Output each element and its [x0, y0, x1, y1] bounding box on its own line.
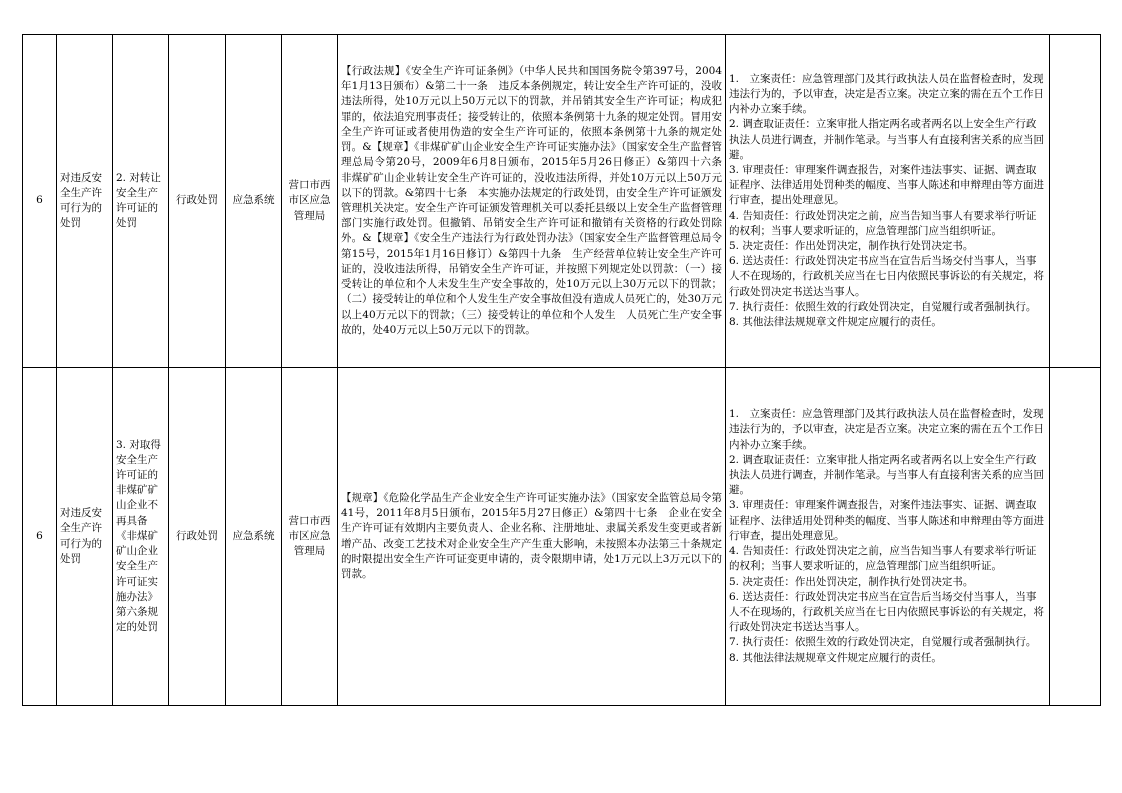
row-index: 6 — [23, 35, 57, 368]
responsibility-item: 2. 调查取证责任：立案审批人指定两名或者两名以上安全生产行政执法人员进行调查，并制作笔录。与当事人有直接利害关系的应当回避。 — [729, 453, 1044, 497]
responsibility-item: 2. 调查取证责任：立案审批人指定两名或者两名以上安全生产行政执法人员进行调查，并制作笔录。与当事人有直接利害关系的应当回避。 — [729, 118, 1044, 161]
responsibility-item: 1. 立案责任：应急管理部门及其行政执法人员在监督检查时，发现违法行为的，予以审查，决定是否立案。决定立案的需在五个工作日内补办立案手续。 — [729, 72, 1044, 116]
responsibility-item: 7. 执行责任：依照生效的行政处罚决定，自觉履行或者强制执行。 — [729, 636, 1037, 649]
power-list-table — [22, 34, 1101, 706]
department-name: 营口市西市区应急管理局 — [282, 368, 338, 706]
department-name: 营口市西市区应急管理局 — [282, 35, 338, 368]
item-name: 对违反安全生产许可行为的处罚 — [57, 35, 113, 368]
responsibility-list — [726, 368, 1050, 706]
responsibility-item: 5. 决定责任：作出处罚决定，制作执行处罚决定书。 — [729, 240, 974, 253]
legal-basis: 【规章】《危险化学品生产企业安全生产许可证实施办法》（国家安全监管总局令第41号，2011年8月5日颁布，2015年5月27日修正）&第四十七条 企业在安全生产许可证有效期内主要负责人、企业名称、注册地址、隶属关系发生变更或者新增产品、改变工艺技术对企业安全生产产生重大影响，未按照本办法第三十条规定的时限提出安全生产许可证变更申请的，责令限期申请，处1万元以上3万元以下的罚款。 — [338, 368, 726, 706]
item-name: 对违反安全生产许可行为的处罚 — [57, 368, 113, 706]
responsibility-list — [726, 35, 1050, 368]
remark-cell — [1050, 35, 1101, 368]
responsibility-item: 1. 立案责任：应急管理部门及其行政执法人员在监督检查时，发现违法行为的，予以审查，决定是否立案。决定立案的需在五个工作日内补办立案手续。 — [729, 408, 1044, 451]
responsibility-item: 7. 执行责任：依照生效的行政处罚决定，自觉履行或者强制执行。 — [729, 300, 1037, 313]
system-name: 应急系统 — [226, 368, 282, 706]
responsibility-item: 4. 告知责任：行政处罚决定之前，应当告知当事人有要求举行听证的权利；当事人要求听证的，应急管理部门应当组织听证。 — [729, 209, 1037, 237]
responsibility-item: 8. 其他法律法规规章文件规定应履行的责任。 — [729, 316, 942, 329]
table-row — [23, 368, 1101, 706]
responsibility-item: 5. 决定责任：作出处罚决定，制作执行处罚决定书。 — [729, 575, 974, 588]
power-type: 行政处罚 — [169, 35, 226, 368]
power-type: 行政处罚 — [169, 368, 226, 706]
sub-item-name: 3. 对取得安全生产许可证的非煤矿矿山企业不再具备《非煤矿矿山企业安全生产许可证实施办法》第六条规定的处罚 — [113, 368, 169, 706]
responsibility-item: 6. 送达责任：行政处罚决定书应当在宣告后当场交付当事人，当事人不在现场的，行政机关应当在七日内依照民事诉讼的有关规定，将行政处罚决定书送达当事人。 — [729, 590, 1044, 634]
row-index: 6 — [23, 368, 57, 706]
responsibility-item: 3. 审理责任：审理案件调查报告，对案件违法事实、证据、调查取证程序、法律适用处罚种类的幅度、当事人陈述和申辩理由等方面进行审查，提出处理意见。 — [729, 499, 1044, 542]
legal-basis: 【行政法规】《安全生产许可证条例》（中华人民共和国国务院令第397号，2004年1月13日颁布）&第二十一条 违反本条例规定，转让安全生产许可证的，没收违法所得，处10万元以上50万元以下的罚款，并吊销其安全生产许可证；构成犯罪的，依法追究刑事责任；接受转让的，依照本条例第十九条的规定处罚。冒用安全生产许可证或者使用伪造的安全生产许可证的，依照本条例第十九条的规定处罚。&【规章】《非煤矿矿山企业安全生产许可证实施办法》（国家安全生产监督管理总局令第20号，2009年6月8日颁布，2015年5月26日修正）&第四十六条 非煤矿矿山企业转让安全生产许可证的，没收违法所得，并处10万元以上50万元以下的罚款。&第四十七条 本实施办法规定的行政处罚，由安全生产许可证颁发管理机关决定。安全生产许可证颁发管理机关可以委托县级以上安全生产监督管理部门实施行政处罚。但撤销、吊销安全生产许可证和撤销有关资格的行政处罚除外。&【规章】《安全生产违法行为行政处罚办法》（国家安全生产监督管理总局令第15号，2015年1月16日修订）&第四十九条 生产经营单位转让安全生产许可证的，没收违法所得，吊销安全生产许可证，并按照下列规定处以罚款：（一）接受转让的单位和个人未发生生产安全事故的，处10万元以上30万元以下的罚款；（二）接受转让的单位和个人发生生产安全事故但没有造成人员死亡的，处30万元以上40万元以下的罚款；（三）接受转让的单位和个人发生 人员死亡生产安全事故的，处40万元以上50万元以下的罚款。 — [338, 35, 726, 368]
remark-cell — [1050, 368, 1101, 706]
table-row — [23, 35, 1101, 368]
responsibility-item: 8. 其他法律法规规章文件规定应履行的责任。 — [729, 651, 942, 664]
responsibility-item: 3. 审理责任：审理案件调查报告，对案件违法事实、证据、调查取证程序、法律适用处罚种类的幅度、当事人陈述和申辩理由等方面进行审查，提出处理意见。 — [729, 163, 1044, 207]
sub-item-name: 2. 对转让安全生产许可证的处罚 — [113, 35, 169, 368]
system-name: 应急系统 — [226, 35, 282, 368]
responsibility-item: 6. 送达责任：行政处罚决定书应当在宣告后当场交付当事人，当事人不在现场的，行政机关应当在七日内依照民事诉讼的有关规定，将行政处罚决定书送达当事人。 — [729, 255, 1044, 298]
responsibility-item: 4. 告知责任：行政处罚决定之前，应当告知当事人有要求举行听证的权利；当事人要求听证的，应急管理部门应当组织听证。 — [729, 545, 1037, 573]
